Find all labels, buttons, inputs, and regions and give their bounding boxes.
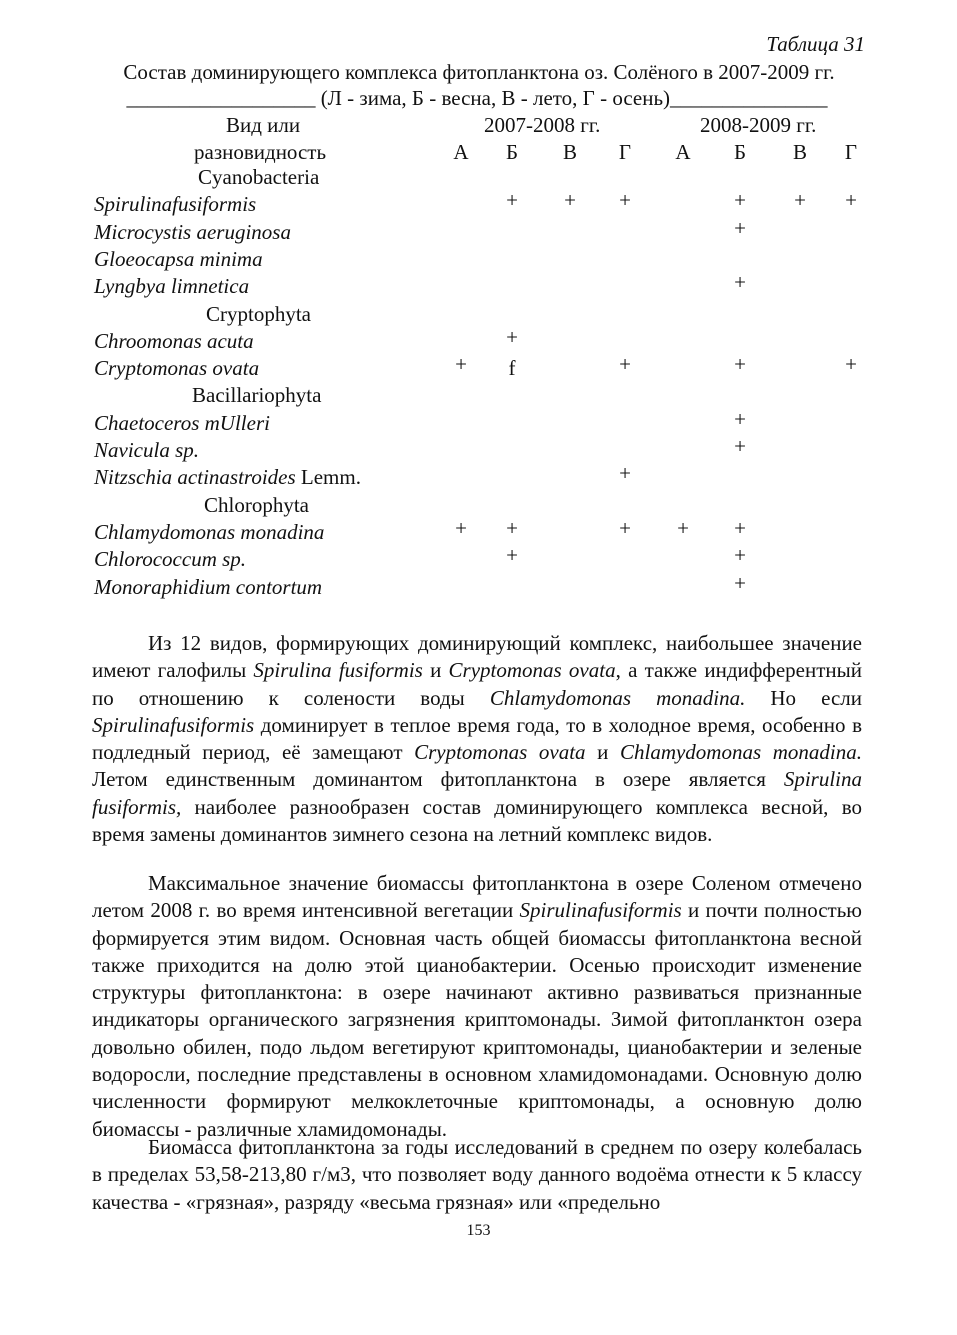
species-latin-name: Lyngbya limnetica (94, 274, 250, 299)
text-span: и (585, 740, 620, 765)
presence-mark: + (794, 188, 806, 213)
table-title: Состав доминирующего комплекса фитопланктона оз. Солёного в 2007-2009 гг. (123, 60, 835, 84)
table-row (0, 188, 957, 219)
season-header: В (562, 140, 577, 164)
group-heading: Chlorophyta (204, 492, 309, 517)
species-author: Lemm. (295, 465, 361, 490)
presence-mark: + (677, 515, 689, 540)
species-latin-name: Chroomonas acuta (94, 328, 254, 353)
season-header: Г (618, 140, 632, 164)
species-latin-name: Chaetoceros mUlleri (94, 410, 270, 435)
presence-mark: + (564, 188, 576, 213)
group-heading: Cryptophyta (206, 301, 311, 326)
species-latin-name: Cryptomonas ovata (94, 356, 260, 381)
group-heading: Cyanobacteria (198, 165, 320, 189)
species-name (94, 520, 324, 545)
text-span: , а также индифферентный по отношению к солености воды (92, 658, 862, 710)
presence-mark: + (455, 515, 467, 540)
italic-species-name: Cryptomonas ovata (414, 740, 586, 765)
species-latin-name: Microcystis aeruginosa (94, 219, 291, 244)
table-row (0, 247, 957, 274)
presence-mark: + (455, 352, 467, 377)
species-name (94, 411, 270, 436)
text-span: Летом единственным доминантом фитопланктона в озере является (92, 767, 784, 792)
presence-mark: + (619, 352, 631, 377)
season-header: А (675, 140, 691, 164)
presence-mark: + (734, 406, 746, 431)
italic-species-name: Chlamydomonas monadina. (619, 740, 863, 765)
table-row (0, 461, 957, 492)
presence-mark: + (734, 188, 746, 213)
species-name (94, 247, 263, 272)
species-name (94, 274, 249, 299)
species-name (94, 356, 259, 381)
year-header-2007-2008: 2007-2008 гг. (484, 113, 601, 137)
paragraph (92, 630, 862, 848)
table-row (0, 270, 957, 301)
paragraph (92, 1134, 862, 1216)
season-header: А (453, 140, 469, 164)
italic-species-name: Chlamydomonas monadina. (489, 685, 746, 710)
table-row (0, 434, 957, 465)
text-span: Максимальное значение биомассы фитопланктона в озере Соленом отмечено летом 2008 г. во время интенсивной вегетации (92, 871, 862, 923)
presence-mark: + (734, 515, 746, 540)
presence-mark: + (734, 352, 746, 377)
species-latin-name: Chlamydomonas monadina (94, 519, 325, 544)
group-heading: Bacillariophyta (192, 383, 322, 408)
italic-species-name: Spirulina fusiformis (253, 658, 423, 683)
species-header-line1: Вид или (226, 113, 301, 137)
italic-species-name: Spirulina fusiformis, (92, 767, 862, 819)
table-row (0, 570, 957, 602)
presence-mark: + (506, 188, 518, 213)
table-row (0, 352, 957, 383)
presence-mark: + (619, 188, 631, 213)
table-label: Таблица 31 (766, 32, 865, 56)
italic-species-name: Cryptomonas ovata (448, 658, 616, 683)
text-span: наиболее разнообразен состав доминирующего комплекса весной, во время замены доминантов зимнего сезона на летний комплекс видов. (92, 794, 862, 847)
presence-mark: f (508, 356, 516, 381)
year-header-2008-2009: 2008-2009 гг. (700, 113, 817, 137)
presence-mark: + (619, 461, 631, 486)
presence-mark: + (506, 324, 518, 349)
species-name (94, 438, 199, 463)
table-row (0, 406, 957, 438)
species-name (94, 192, 256, 217)
text-span: и (422, 658, 449, 683)
paragraph (92, 870, 862, 1143)
season-header: В (792, 140, 807, 164)
table-row (0, 515, 957, 547)
presence-mark: + (734, 543, 746, 568)
species-name (94, 220, 291, 245)
season-header: Б (733, 140, 747, 164)
table-row (0, 215, 957, 247)
season-header: Б (505, 140, 519, 164)
species-name (94, 575, 322, 600)
presence-mark: + (734, 215, 746, 240)
species-latin-name: Chlorococcum sp. (94, 547, 247, 572)
species-name (94, 547, 246, 572)
italic-species-name: Spirulinafusiformis (92, 712, 255, 737)
species-latin-name: Monoraphidium contortum (94, 574, 323, 599)
presence-mark: + (845, 352, 857, 377)
season-header: Г (844, 140, 858, 164)
presence-mark: + (619, 515, 631, 540)
season-legend: __________________ (Л - зима, Б - весна, В - лето, Г - осень)_______________ (126, 86, 828, 110)
presence-mark: + (734, 570, 746, 595)
species-header-line2: разновидность (194, 140, 327, 164)
table-row (0, 543, 957, 574)
italic-species-name: Spirulinafusiformis (519, 898, 682, 923)
presence-mark: + (734, 434, 746, 458)
species-latin-name: Navicula sp. (94, 438, 199, 462)
species-latin-name: Spirulinafusiformis (94, 192, 257, 217)
table-row (0, 324, 957, 356)
species-name (94, 329, 254, 354)
text-span: Из 12 видов, формирующих доминирующий комплекс, наибольшее значение имеют галофилы (92, 631, 862, 683)
presence-mark: + (734, 270, 746, 295)
species-latin-name: Nitzschia actinastroides (94, 465, 296, 490)
text-span: и почти полностью формируется этим видом. Основная часть общей биомассы фитопланктона весной также приходится на долю этой цианобактерии. Осенью происходит изменение структуры фитопланктона: в озере начинают активно развиваться признанные индикаторы органического загрязнения криптомонады. Зимой фитопланктон озера довольно обилен, подо льдом вегетируют криптомонады, цианобактерии и зеленые водоросли, последние представлены в основном хламидомонадами. Основную долю численности формируют мелкоклеточные криптомонады, а основную долю биомассы - различные хламидомонады. (92, 898, 862, 1141)
presence-mark: + (506, 515, 518, 540)
page-number: 153 (466, 1222, 491, 1239)
text-span: Но если (745, 685, 862, 710)
presence-mark: + (506, 543, 518, 568)
text-span: Биомасса фитопланктона за годы исследований в среднем по озеру колебалась в пределах 53,58-213,80 г/м3, что позволяет воду данного водоёма отнести к 5 классу качества - «грязная», разряду «весьма грязная» или «предельно (92, 1135, 862, 1214)
species-latin-name: Gloeocapsa minima (94, 246, 263, 271)
text-span: доминирует в теплое время года, то в холодное время, особенно в подледный период, её замещают (92, 712, 862, 765)
presence-mark: + (845, 188, 857, 213)
species-name (94, 465, 361, 490)
